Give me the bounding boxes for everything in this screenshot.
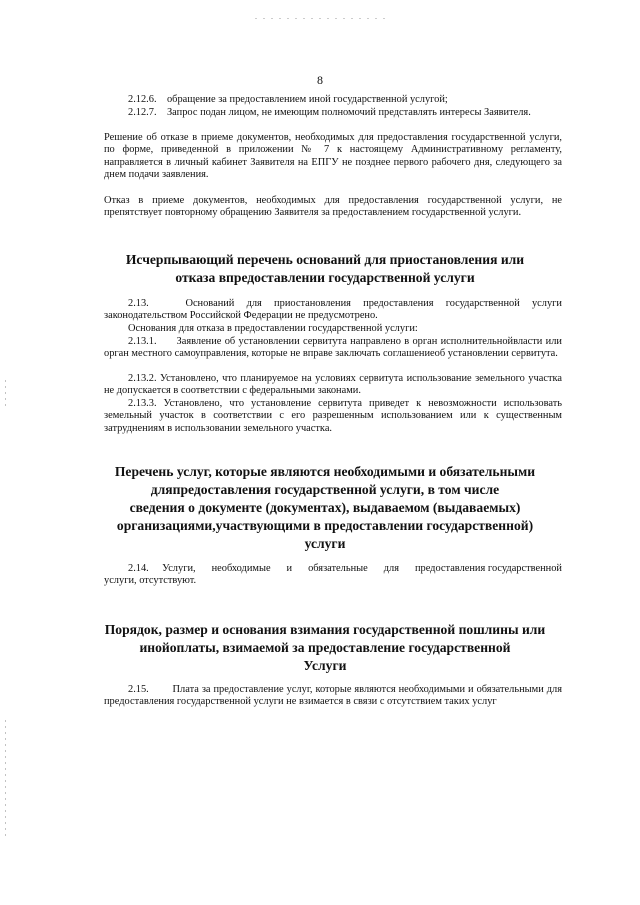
- paragraph-2-12-6: 2.12.6. обращение за предоставлением иной государственной услугой;: [128, 94, 448, 105]
- section-heading-required-services: [90, 463, 560, 553]
- heading-line: услуги: [304, 536, 346, 551]
- paragraph-refusal-no-obstacle: Отказ в приеме документов, необходимых для предоставления государственной услуги, не препятствует повторному обращению Заявителя за предоставлением государственной услуги.: [104, 195, 562, 219]
- paragraph-2-13-2: 2.13.2. Установлено, что планируемое на условиях сервитута использование земельного участка не допускается в соответствии с федеральными законами.: [104, 373, 562, 397]
- paragraph-2-13-3: 2.13.3. Установлено, что установление сервитута приведет к невозможности использовать земельный участок в соответствии с его разрешенным использованием или к существенным затруднениям в использовании земельного участка.: [104, 398, 562, 434]
- scan-artifact: [5, 380, 6, 410]
- paragraph-2-13-1: 2.13.1. Заявление об установлении сервитута направлено в орган исполнительнойвласти или орган местного самоуправления, которые не вправе заключать соглашениеоб установлении сервитута.: [104, 336, 562, 360]
- heading-line: Порядок, размер и основания взимания государственной пошлины или: [104, 622, 546, 637]
- heading-line: Перечень услуг, которые являются необходимыми и обязательными: [114, 464, 536, 479]
- paragraph-2-14: 2.14. Услуги, необходимые и обязательные для предоставления государственной услуги, отсутствуют.: [104, 563, 562, 587]
- paragraph-2-13: 2.13. Оснований для приостановления предоставления государственной услуги законодательством Российской Федерации не предусмотрено.: [104, 298, 562, 322]
- page-number: 8: [317, 73, 323, 87]
- scan-artifact: [255, 18, 385, 19]
- heading-line: дляпредоставления государственной услуги, в том числе: [150, 482, 500, 497]
- paragraph-refusal-decision: Решение об отказе в приеме документов, необходимых для предоставления государственной услуги, по форме, приведенной в приложении № 7 к настоящему Административному регламенту, направляется в личный кабинет Заявителя на ЕПГУ не позднее первого рабочего дня, следующего за днем подачи заявления.: [104, 132, 562, 181]
- heading-line: Исчерпывающий перечень оснований для приостановления или: [125, 252, 525, 267]
- paragraph-refusal-grounds-intro: Основания для отказа в предоставлении государственной услуги:: [128, 323, 418, 334]
- scan-artifact: [5, 720, 6, 840]
- paragraph-2-12-7: 2.12.7. Запрос подан лицом, не имеющим полномочий представлять интересы Заявителя.: [128, 107, 531, 118]
- heading-line: сведения о документе (документах), выдаваемом (выдаваемых): [129, 500, 521, 515]
- section-heading-fee: [90, 621, 560, 675]
- section-heading-grounds: [90, 251, 560, 287]
- paragraph-2-15: 2.15. Плата за предоставление услуг, которые являются необходимыми и обязательными для предоставления государственной услуги не взимается в связи с отсутствием таких услуг: [104, 684, 562, 708]
- heading-line: отказа впредоставлении государственной услуги: [175, 270, 475, 285]
- heading-line: организациями,участвующими в предоставлении государственной): [116, 518, 534, 533]
- heading-line: Услуги: [303, 658, 347, 673]
- heading-line: инойоплаты, взимаемой за предоставление государственной: [139, 640, 511, 655]
